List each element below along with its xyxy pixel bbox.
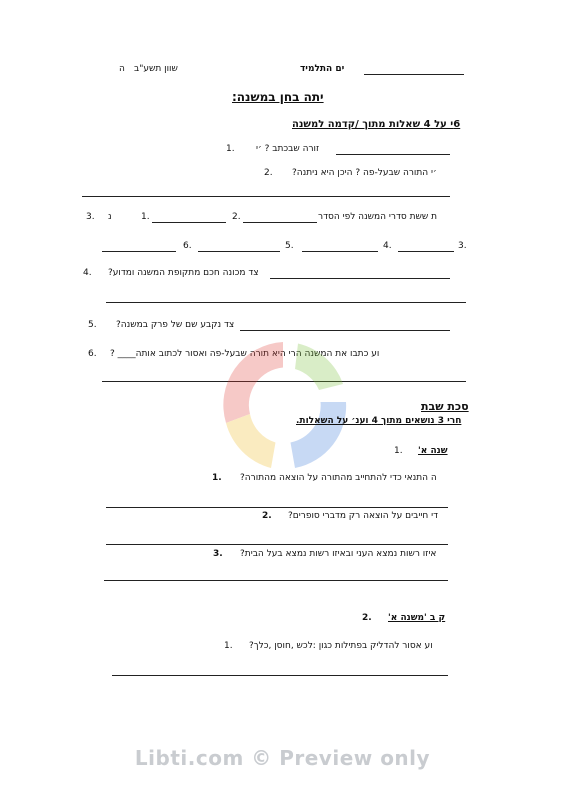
student-name-label: ים התלמיד (300, 64, 345, 74)
blank-number: 5. (285, 241, 294, 251)
question-number: 2. (262, 511, 272, 521)
answer-line (336, 154, 450, 155)
question-text: ׳י התורה שבעל-פה ? היכן היא ניתנה? (292, 168, 437, 178)
student-name-blank (364, 74, 464, 75)
question-number: 1. (226, 144, 235, 154)
part-b-number: 2. (362, 613, 372, 623)
question-number: 3. (86, 212, 95, 222)
page-title: יתה בחן במשנה: (232, 90, 324, 104)
watermark-text: Libti.com © Preview only (134, 746, 431, 770)
answer-line (102, 251, 176, 252)
part-a-label: שנה א' (418, 446, 448, 456)
answer-line (152, 222, 226, 223)
question-text: איזו רשות נמצא העני ובאיזו רשות נמצא בעל הבית? (240, 549, 437, 559)
question-number: 5. (88, 320, 97, 330)
answer-line (302, 251, 378, 252)
answer-line (106, 544, 448, 545)
question-number: 3. (213, 549, 223, 559)
question-number: 6. (88, 349, 97, 359)
blank-number: 1. (141, 212, 150, 222)
question-number: 1. (212, 473, 222, 483)
question-number: 4. (83, 268, 92, 278)
question-text: די חייבים על הוצאה רק מדברי סופרים? (288, 511, 439, 521)
answer-line (82, 196, 450, 197)
question-extra: נ (108, 212, 112, 222)
question-text: ת ששת סדרי המשנה לפי הסדר (318, 212, 438, 222)
date-text: שוון תשע"ב (134, 64, 178, 74)
answer-line (198, 251, 280, 252)
blank-number: 6. (183, 241, 192, 251)
question-text: זורה שבכתב ? ׳י (256, 144, 320, 154)
question-text: צד מכונה חכם מתקופת המשנה ומדוע? (108, 268, 259, 278)
question-text: וע אסור להדליק בפתילות כגון :לכש ,חוסן ,כלך? (249, 641, 433, 651)
question-number: 1. (224, 641, 233, 651)
section1-heading: 6י על 4 שאלות מתוך /קדמה למשנה (292, 119, 461, 130)
answer-line (106, 507, 448, 508)
question-text: וע כתבו את המשנה הרי היא תורה שבעל-פה ואסור לכתוב אותה____ ? (110, 349, 380, 359)
question-number: 2. (264, 168, 273, 178)
part-b-label: ק ב 'משנה א' (388, 613, 446, 623)
blank-number: 4. (383, 241, 392, 251)
section2-heading: סכת שבת (421, 400, 469, 413)
question-number: 3. (458, 241, 467, 251)
watermark-logo (208, 330, 358, 480)
answer-line (270, 278, 450, 279)
answer-line (112, 675, 448, 676)
answer-line (106, 302, 466, 303)
answer-line (243, 222, 317, 223)
date-suffix: ה (119, 64, 125, 74)
section2-subheading: חרי 3 נושאים מתוך 4 וענ׳ על השאלות. (296, 416, 462, 426)
question-text: ה התנאי כדי להתחייב מהתורה על הוצאה מהתורה? (240, 473, 437, 483)
answer-line (398, 251, 454, 252)
part-a-number: 1. (394, 446, 403, 456)
answer-line (104, 580, 448, 581)
question-text: צד נקבע שם של פרק במשנה? (116, 320, 235, 330)
blank-number: 2. (232, 212, 241, 222)
